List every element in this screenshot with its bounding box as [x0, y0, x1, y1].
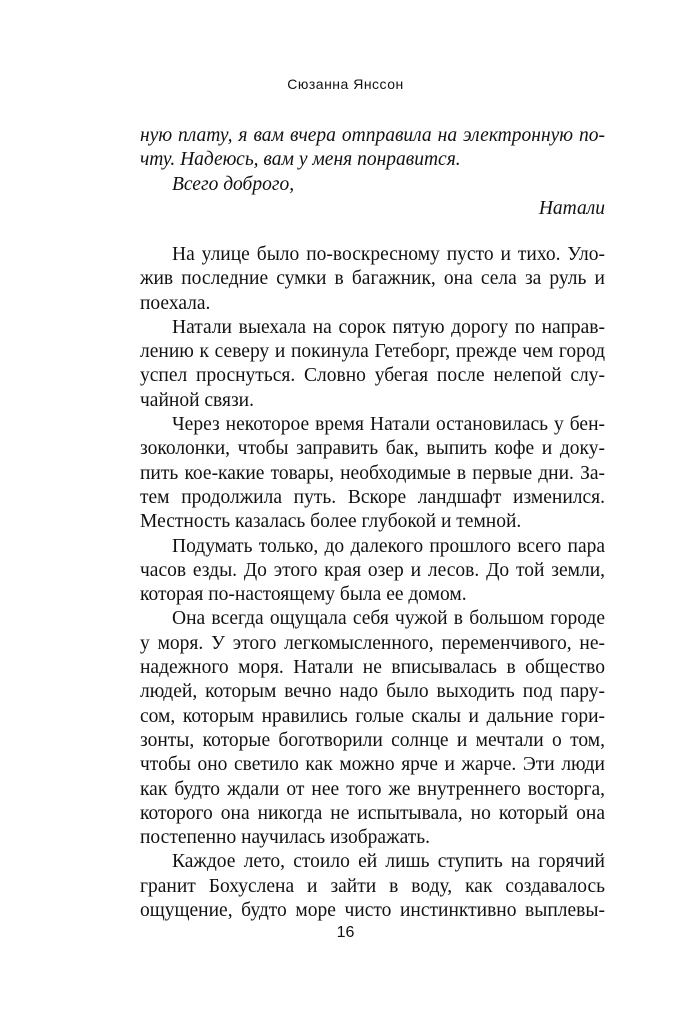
text-line: зоколонки, чтобы заправить бак, выпить кофе и доку- — [140, 438, 605, 460]
text-line: пить кое-какие товары, необходимые в первые дни. За- — [140, 462, 605, 484]
text-line: людей, которым вечно надо было выходить под пару- — [140, 681, 605, 703]
text-line: постепенно научилась изображать. — [140, 827, 431, 849]
text-line: Каждое лето, стоило ей лишь ступить на горячий — [172, 851, 605, 873]
text-line: Через некоторое время Натали остановилась у бен- — [172, 414, 605, 436]
text-line: На улице было по-воскресному пусто и тихо. Уло- — [172, 244, 605, 265]
text-line: лению к северу и покинула Гетеборг, прежде чем город — [140, 341, 605, 363]
letter-closing: Всего доброго, — [172, 173, 295, 195]
letter-excerpt — [140, 124, 605, 221]
text-line: зонты, которые боготворили солнце и мечтали о том, — [140, 729, 605, 751]
letter-line: чту. Надеюсь, вам у меня понравится. — [140, 149, 461, 171]
text-line: тем продолжила путь. Вскоре ландшафт изменился. — [140, 486, 605, 508]
running-head: Сюзанна Янссон — [287, 76, 404, 92]
text-line: ощущение, будто море чисто инстинктивно выплевы- — [140, 900, 605, 922]
text-line: жив последние сумки в багажник, она села за руль и — [140, 268, 605, 290]
text-line: часов езды. До этого края озер и лесов. До той земли, — [140, 559, 605, 581]
text-line: сом, которым нравились голые скалы и дальние гори- — [140, 705, 605, 727]
letter-signature: Натали — [538, 197, 605, 219]
letter-line: ную плату, я вам вчера отправила на электронную по- — [140, 125, 605, 146]
text-line: как будто ждали от нее того же внутреннего восторга, — [140, 778, 605, 800]
text-line: чайной связи. — [140, 389, 254, 411]
body-text — [140, 243, 605, 923]
text-line: Местность казалась более глубокой и темной. — [140, 511, 522, 533]
page-number: 16 — [336, 924, 355, 941]
text-line: Она всегда ощущала себя чужой в большом городе — [172, 608, 605, 630]
text-line: которого она никогда не испытывала, но который она — [140, 802, 605, 824]
text-line: гранит Бохуслена и зайти в воду, как создавалось — [140, 875, 605, 897]
text-line: поехала. — [140, 292, 211, 314]
text-line: чтобы оно светило как можно ярче и жарче. Эти люди — [140, 754, 605, 776]
text-line: Натали выехала на сорок пятую дорогу по направ- — [172, 316, 605, 338]
text-line: Подумать только, до далекого прошлого всего пара — [172, 535, 605, 557]
text-line: у моря. У этого легкомысленного, переменчивого, не- — [140, 632, 605, 654]
text-line: успел проснуться. Словно убегая после нелепой слу- — [140, 365, 605, 387]
text-line: которая по-настоящему была ее домом. — [140, 584, 467, 606]
text-line: надежного моря. Натали не вписывалась в общество — [140, 657, 605, 679]
